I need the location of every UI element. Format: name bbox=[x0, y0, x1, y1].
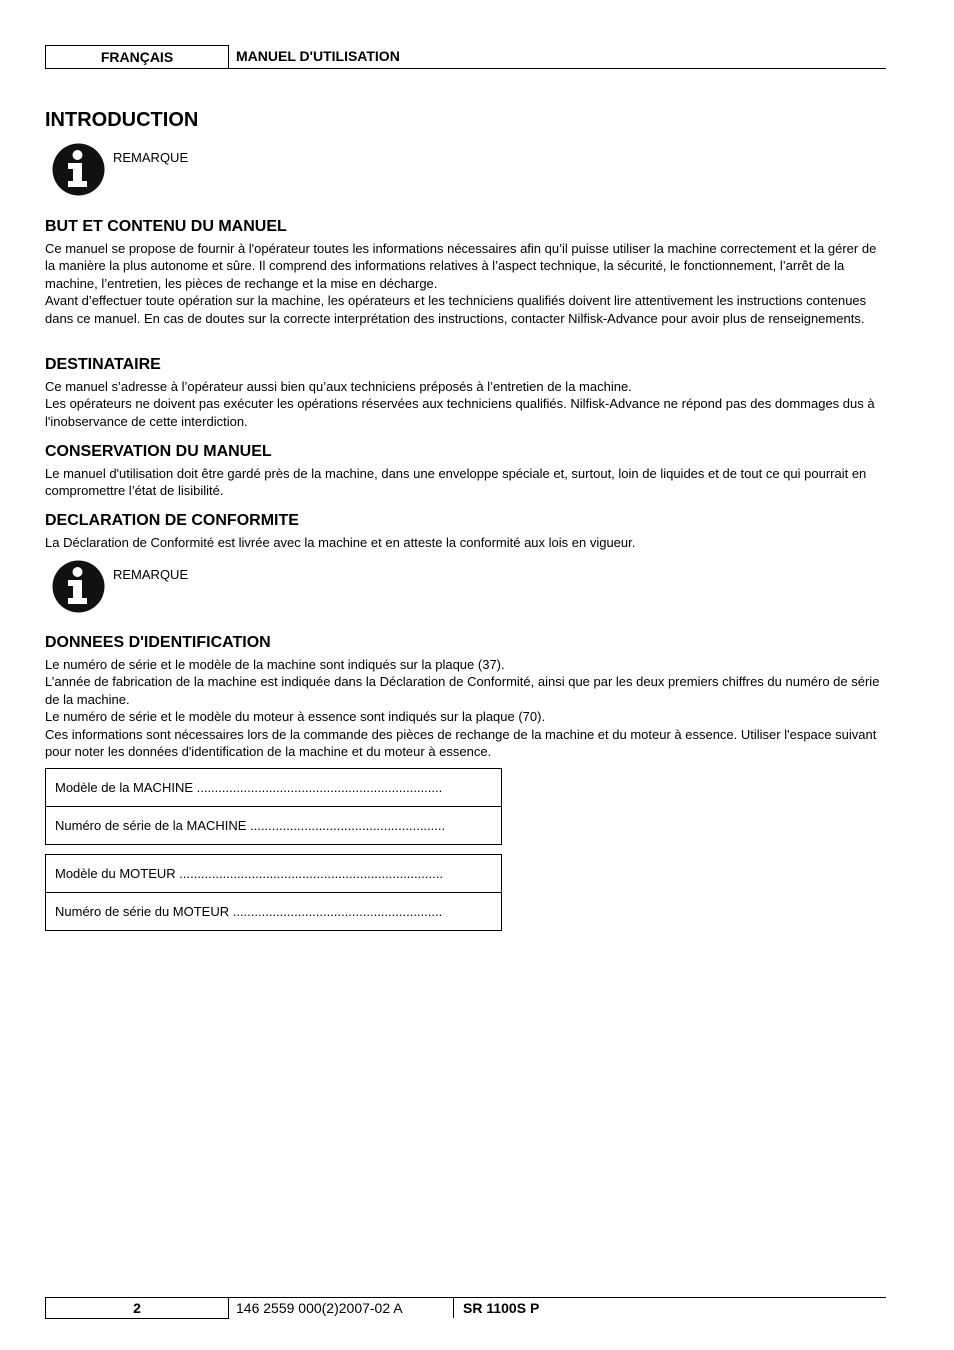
page-header bbox=[45, 45, 886, 69]
machine-model-field[interactable]: Modèle de la MACHINE .................................................................... bbox=[55, 780, 443, 795]
paragraph: Le manuel d'utilisation doit être gardé près de la machine, dans une enveloppe spéciale et, surtout, loin de liquides et de tout ce qui pourrait en compromettre l’état de lisibilité. bbox=[45, 466, 867, 499]
paragraph: Les opérateurs ne doivent pas exécuter les opérations réservées aux techniciens qualifiés. Nilfisk-Advance ne répond pas des dommages dus à l'inobservance de cette interdiction. bbox=[45, 396, 875, 429]
note-block bbox=[52, 143, 452, 197]
note-label: REMARQUE bbox=[113, 567, 189, 582]
paragraph: Le numéro de série et le modèle du moteur à essence sont indiqués sur la plaque (70). bbox=[45, 709, 546, 725]
section-but bbox=[45, 218, 890, 327]
section-donnees bbox=[45, 634, 890, 760]
machine-id-box bbox=[45, 768, 502, 845]
section-destinataire bbox=[45, 356, 890, 430]
paragraph: Ce manuel se propose de fournir à l'opérateur toutes les informations nécessaires afin qu’il puisse utiliser la machine correctement et la gérer de la manière la plus autonome et sûre. Il comprend des informations relatives à l’aspect technique, la sécurité, le fonctionnement, l’arrêt de la machine, l’entretien, les pièces de rechange et la mise en décharge. bbox=[45, 241, 877, 291]
header-language: FRANÇAIS bbox=[45, 45, 229, 68]
engine-model-field[interactable]: Modèle du MOTEUR ......................................................................... bbox=[55, 866, 443, 881]
section-title: CONSERVATION DU MANUEL bbox=[45, 443, 272, 460]
page-title: INTRODUCTION bbox=[45, 109, 199, 131]
document-code: 146 2559 000(2)2007-02 A bbox=[236, 1300, 403, 1316]
note-block bbox=[52, 560, 452, 614]
section-conservation bbox=[45, 443, 890, 500]
paragraph: Le numéro de série et le modèle de la machine sont indiqués sur la plaque (37). bbox=[45, 657, 505, 672]
footer-divider bbox=[453, 1298, 454, 1318]
section-title: DESTINATAIRE bbox=[45, 356, 161, 373]
paragraph: Ce manuel s’adresse à l’opérateur aussi bien qu’aux techniciens préposés à l’entretien de la machine. bbox=[45, 379, 632, 394]
section-declaration bbox=[45, 512, 890, 551]
info-icon bbox=[52, 560, 105, 613]
section-title: DONNEES D'IDENTIFICATION bbox=[45, 634, 271, 651]
note-label: REMARQUE bbox=[113, 150, 189, 165]
paragraph: La Déclaration de Conformité est livrée avec la machine et en atteste la conformité aux lois en vigueur. bbox=[45, 535, 636, 550]
section-title: DECLARATION DE CONFORMITE bbox=[45, 512, 299, 529]
engine-id-box bbox=[45, 854, 502, 931]
page-number: 2 bbox=[45, 1298, 229, 1319]
page-footer bbox=[45, 1297, 886, 1320]
paragraph: Avant d’effectuer toute opération sur la machine, les opérateurs et les techniciens qualifiés doivent lire attentivement les instructions contenues dans ce manuel. En cas de doutes sur la correcte interprétation des instructions, contacter Nilfisk-Advance pour avoir plus de renseignements. bbox=[45, 293, 867, 326]
engine-serial-field[interactable]: Numéro de série du MOTEUR .......................................................... bbox=[46, 892, 501, 930]
info-icon bbox=[52, 143, 105, 196]
machine-serial-field[interactable]: Numéro de série de la MACHINE ...................................................... bbox=[46, 806, 501, 844]
section-title: BUT ET CONTENU DU MANUEL bbox=[45, 218, 287, 235]
paragraph: L’année de fabrication de la machine est indiquée dans la Déclaration de Conformité, ainsi que par les deux premiers chiffres du numéro de série de la machine. bbox=[45, 674, 880, 707]
model-name: SR 1100S P bbox=[463, 1300, 540, 1316]
header-title: MANUEL D'UTILISATION bbox=[236, 48, 400, 64]
paragraph: Ces informations sont nécessaires lors de la commande des pièces de rechange de la machine et du moteur à essence. Utiliser l'espace suivant pour noter les données d'identification de la machine et du moteur à essence. bbox=[45, 726, 877, 760]
